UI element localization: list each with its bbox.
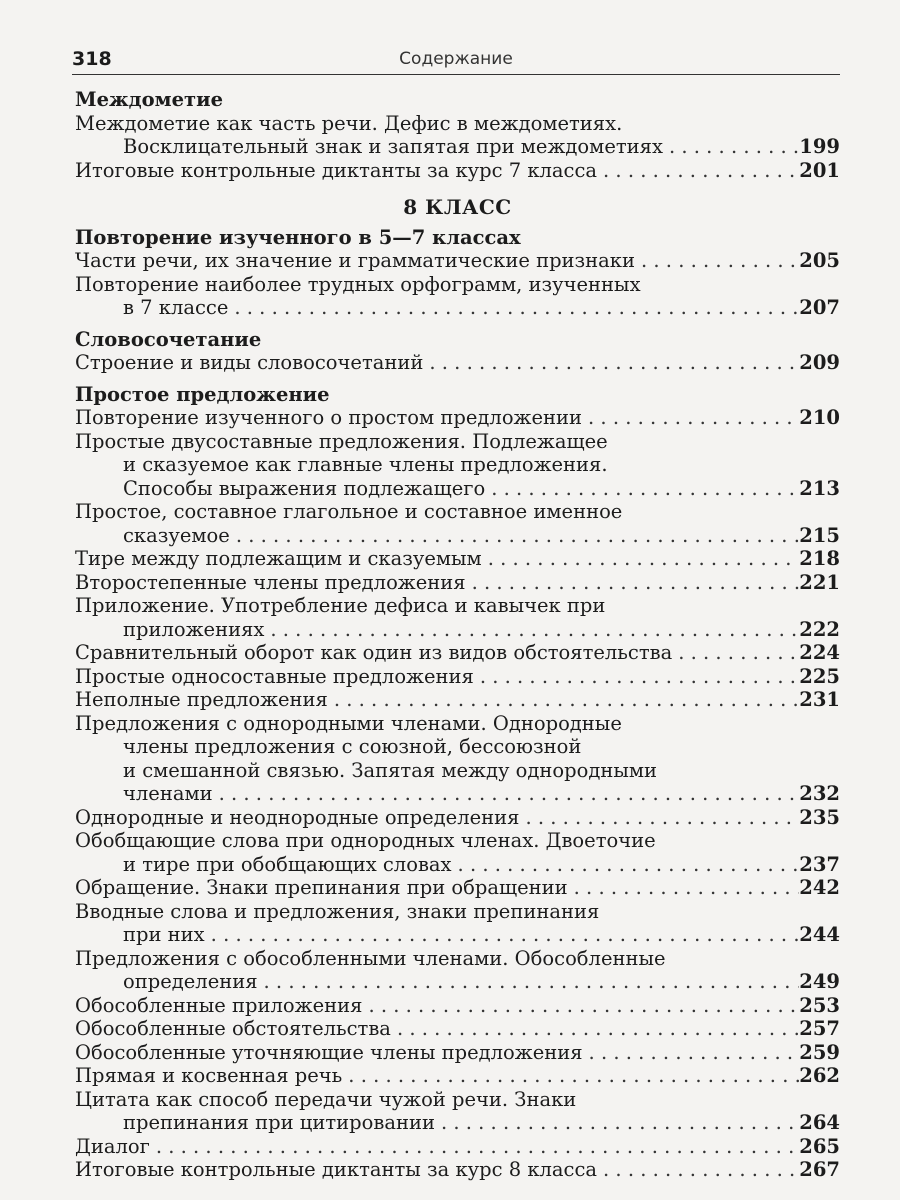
toc-entry-line: Предложения с однородными членами. Однородные bbox=[75, 711, 622, 735]
dot-leader bbox=[150, 1135, 799, 1159]
toc-entry bbox=[75, 1135, 840, 1159]
toc-entry-line: и сказуемое как главные члены предложения. bbox=[123, 453, 608, 476]
toc-page-number: 231 bbox=[799, 688, 840, 711]
toc-page-number: 209 bbox=[799, 351, 840, 374]
dot-leader bbox=[672, 641, 799, 665]
section-title: Междометие bbox=[75, 88, 223, 111]
toc-entry-line: Тире между подлежащим и сказуемым bbox=[75, 547, 482, 570]
toc-page-number: 225 bbox=[799, 664, 840, 688]
dot-leader bbox=[264, 618, 799, 642]
toc-entry-row bbox=[75, 1111, 840, 1135]
toc-entry-line: Простые двусоставные предложения. Подлежащее bbox=[75, 429, 608, 453]
toc-entry-line: Диалог bbox=[75, 1134, 150, 1158]
running-header bbox=[72, 48, 840, 74]
toc-page-number: 253 bbox=[799, 993, 840, 1017]
toc-entry bbox=[75, 829, 840, 876]
toc-page-number: 221 bbox=[799, 570, 840, 594]
toc-entry bbox=[75, 641, 840, 665]
dot-leader bbox=[466, 571, 800, 595]
toc-entry bbox=[75, 1158, 840, 1182]
dot-leader bbox=[474, 665, 799, 689]
toc-entry-row bbox=[75, 135, 840, 159]
section-title: Словосочетание bbox=[75, 327, 262, 351]
toc-entry bbox=[75, 273, 840, 320]
dot-leader bbox=[423, 351, 799, 375]
toc-entry-row bbox=[75, 1135, 840, 1159]
running-title: Содержание bbox=[399, 49, 513, 69]
toc-entry-row bbox=[75, 641, 840, 665]
toc-entry-line: Части речи, их значение и грамматические признаки bbox=[75, 249, 635, 272]
toc-entry bbox=[75, 1064, 840, 1088]
dot-leader bbox=[342, 1064, 799, 1088]
toc-entry-line: определения bbox=[123, 970, 258, 993]
toc-entry-line: Повторение наиболее трудных орфограмм, изученных bbox=[75, 272, 641, 296]
toc-entry-row bbox=[75, 665, 840, 689]
toc-entry bbox=[75, 594, 840, 641]
toc-entry-line: Обращение. Знаки препинания при обращении bbox=[75, 876, 568, 899]
toc-entry-row bbox=[75, 923, 840, 947]
toc-entry-line: сказуемое bbox=[123, 523, 230, 547]
toc-entry-line: Повторение изученного о простом предложении bbox=[75, 406, 583, 429]
toc-page-number: 213 bbox=[799, 476, 840, 500]
toc-entry bbox=[75, 947, 840, 994]
toc-page-number: 259 bbox=[799, 1040, 840, 1064]
toc-entry-row bbox=[75, 688, 840, 712]
toc-entry bbox=[75, 406, 840, 430]
toc-entry-line: при них bbox=[123, 923, 205, 946]
toc-entry-line: члены предложения с союзной, бессоюзной bbox=[123, 735, 582, 758]
toc-page-number: 199 bbox=[799, 135, 840, 158]
page-number: 318 bbox=[72, 48, 112, 70]
toc-entry bbox=[75, 159, 840, 183]
toc-entry bbox=[75, 571, 840, 595]
dot-leader bbox=[482, 547, 800, 571]
dot-leader bbox=[328, 688, 799, 712]
toc-entry bbox=[75, 712, 840, 806]
toc-entry-row bbox=[75, 159, 840, 183]
toc-entry-line: Обособленные приложения bbox=[75, 993, 363, 1017]
toc-entry-row bbox=[75, 477, 840, 501]
toc-entry-row bbox=[75, 406, 840, 430]
toc-entry bbox=[75, 249, 840, 273]
toc-page-number: 224 bbox=[799, 641, 840, 664]
section-title: Повторение изученного в 5—7 классах bbox=[75, 225, 521, 249]
dot-leader bbox=[663, 135, 799, 159]
header-rule bbox=[72, 74, 840, 75]
toc-entry-line: Простые односоставные предложения bbox=[75, 664, 474, 688]
dot-leader bbox=[635, 249, 799, 273]
dot-leader bbox=[568, 876, 800, 900]
toc-entry-row bbox=[75, 806, 840, 830]
toc-page-number: 207 bbox=[799, 296, 840, 319]
grade-heading: 8 КЛАСС bbox=[403, 195, 512, 219]
toc-page-number: 237 bbox=[799, 852, 840, 876]
toc-entry-row bbox=[75, 970, 840, 994]
toc-entry-line: препинания при цитировании bbox=[123, 1111, 435, 1134]
toc-entry-row bbox=[75, 296, 840, 320]
toc-page-number: 218 bbox=[799, 547, 840, 570]
toc-entry bbox=[75, 1041, 840, 1065]
toc-entry-line: Способы выражения подлежащего bbox=[123, 476, 486, 500]
toc-page-number: 232 bbox=[799, 782, 840, 805]
toc-page-number: 249 bbox=[799, 970, 840, 993]
toc-entry bbox=[75, 876, 840, 900]
toc-entry-row bbox=[75, 782, 840, 806]
dot-leader bbox=[391, 1017, 799, 1041]
toc-entry bbox=[75, 1088, 840, 1135]
toc-entry-line: Предложения с обособленными членами. Обособленные bbox=[75, 946, 666, 970]
toc-entry-row bbox=[75, 249, 840, 273]
dot-leader bbox=[485, 477, 799, 501]
toc-entry bbox=[75, 900, 840, 947]
toc-entry-row bbox=[75, 1041, 840, 1065]
toc-entry bbox=[75, 688, 840, 712]
toc-page-number: 262 bbox=[799, 1064, 840, 1087]
toc-page-number: 265 bbox=[799, 1134, 840, 1158]
toc-entry bbox=[75, 500, 840, 547]
table-of-contents bbox=[75, 88, 840, 1182]
toc-entry-row bbox=[75, 571, 840, 595]
toc-entry-row bbox=[75, 853, 840, 877]
toc-entry-line: Обобщающие слова при однородных членах. Двоеточие bbox=[75, 829, 656, 852]
toc-entry-row bbox=[75, 1158, 840, 1182]
toc-entry-line: Итоговые контрольные диктанты за курс 7 класса bbox=[75, 158, 598, 182]
toc-entry-line: в 7 классе bbox=[123, 296, 229, 319]
dot-leader bbox=[205, 923, 800, 947]
toc-entry bbox=[75, 806, 840, 830]
section-title: Простое предложение bbox=[75, 382, 330, 406]
dot-leader bbox=[362, 994, 799, 1018]
toc-entry-line: Вводные слова и предложения, знаки препинания bbox=[75, 899, 600, 923]
toc-entry-row bbox=[75, 994, 840, 1018]
toc-entry bbox=[75, 1017, 840, 1041]
toc-page-number: 235 bbox=[799, 805, 840, 829]
toc-entry-line: Неполные предложения bbox=[75, 688, 328, 711]
toc-entry-line: Цитата как способ передачи чужой речи. Знаки bbox=[75, 1087, 577, 1111]
toc-entry-row bbox=[75, 547, 840, 571]
toc-entry bbox=[75, 430, 840, 501]
dot-leader bbox=[258, 970, 800, 994]
toc-entry-line: Прямая и косвенная речь bbox=[75, 1064, 343, 1087]
toc-entry-line: приложениях bbox=[123, 617, 265, 641]
dot-leader bbox=[230, 524, 799, 548]
toc-entry-line: Восклицательный знак и запятая при междометиях bbox=[123, 135, 663, 158]
toc-entry-line: Междометие как часть речи. Дефис в междометиях. bbox=[75, 111, 623, 135]
dot-leader bbox=[597, 1158, 799, 1182]
toc-page-number: 210 bbox=[799, 406, 840, 429]
toc-page-number: 264 bbox=[799, 1111, 840, 1134]
toc-page-number: 242 bbox=[799, 876, 840, 899]
toc-page-number: 222 bbox=[799, 617, 840, 641]
toc-entry-line: Обособленные обстоятельства bbox=[75, 1017, 391, 1040]
dot-leader bbox=[435, 1111, 799, 1135]
toc-entry bbox=[75, 994, 840, 1018]
toc-entry bbox=[75, 547, 840, 571]
toc-entry-row bbox=[75, 351, 840, 375]
toc-entry-line: Простое, составное глагольное и составное именное bbox=[75, 500, 623, 523]
toc-page-number: 201 bbox=[799, 158, 840, 182]
toc-entry-line: Обособленные уточняющие члены предложения bbox=[75, 1040, 583, 1064]
toc-entry-row bbox=[75, 524, 840, 548]
toc-page-number: 257 bbox=[799, 1017, 840, 1040]
toc-entry-line: членами bbox=[123, 782, 213, 805]
toc-page-number: 215 bbox=[799, 523, 840, 547]
toc-entry bbox=[75, 351, 840, 375]
toc-entry-line: Сравнительный оборот как один из видов обстоятельства bbox=[75, 641, 673, 664]
toc-entry-line: Приложение. Употребление дефиса и кавычек при bbox=[75, 594, 606, 617]
dot-leader bbox=[213, 782, 800, 806]
toc-entry-row bbox=[75, 1017, 840, 1041]
toc-entry bbox=[75, 112, 840, 159]
toc-page-number: 205 bbox=[799, 249, 840, 272]
toc-entry-line: и тире при обобщающих словах bbox=[123, 852, 452, 876]
toc-entry-row bbox=[75, 1064, 840, 1088]
dot-leader bbox=[597, 159, 799, 183]
toc-entry-line: Итоговые контрольные диктанты за курс 8 класса bbox=[75, 1158, 598, 1181]
toc-entry-line: и смешанной связью. Запятая между однородными bbox=[123, 758, 658, 782]
toc-entry-row bbox=[75, 876, 840, 900]
toc-entry bbox=[75, 665, 840, 689]
dot-leader bbox=[228, 296, 799, 320]
toc-entry-line: Однородные и неоднородные определения bbox=[75, 805, 520, 829]
toc-entry-line: Второстепенные члены предложения bbox=[75, 570, 466, 594]
toc-page-number: 267 bbox=[799, 1158, 840, 1181]
dot-leader bbox=[452, 853, 800, 877]
dot-leader bbox=[519, 806, 799, 830]
toc-entry-row bbox=[75, 618, 840, 642]
toc-entry-line: Строение и виды словосочетаний bbox=[75, 351, 424, 374]
dot-leader bbox=[583, 1041, 800, 1065]
toc-page-number: 244 bbox=[799, 923, 840, 946]
dot-leader bbox=[582, 406, 799, 430]
